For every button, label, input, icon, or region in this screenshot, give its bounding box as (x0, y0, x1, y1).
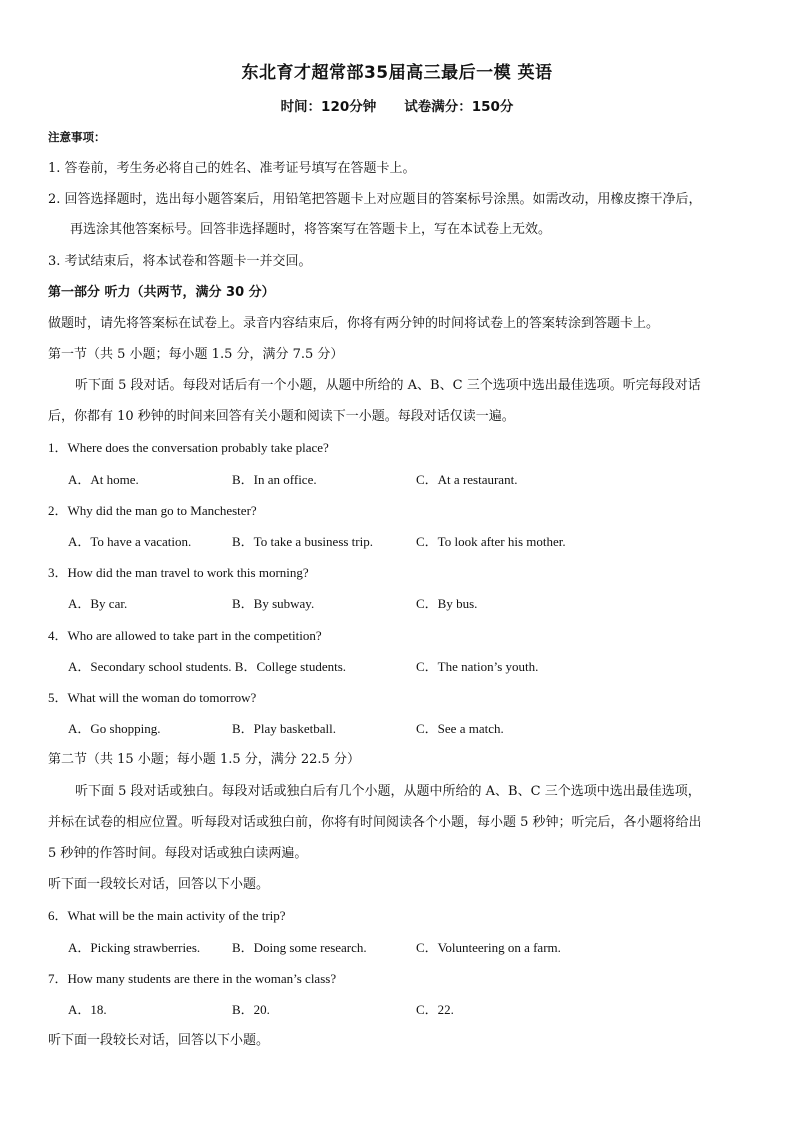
notice-heading: 注意事项： (48, 130, 106, 144)
q2-option-a: A．To have a vacation. (68, 534, 192, 549)
section2-para-line-3: 5 秒钟的作答时间。每段对话或独白读两遍。 (48, 846, 308, 861)
notice-item-3: 3. 考试结束后，将本试卷和答题卡一并交回。 (48, 254, 312, 269)
notice-item-1: 1. 答卷前，考生务必将自己的姓名、准考证号填写在答题卡上。 (48, 161, 416, 176)
q4-option-ab: A．Secondary school students. B．College students. (68, 659, 347, 674)
q3-option-b: B．By subway. (232, 596, 315, 611)
q5-option-c: C．See a match. (416, 721, 504, 736)
question-3: 3．How did the man travel to work this morning? (48, 565, 309, 580)
q1-option-b: B．In an office. (232, 472, 317, 487)
question-2: 2．Why did the man go to Manchester? (48, 503, 257, 518)
q3-option-c: C．By bus. (416, 596, 478, 611)
q4-option-c: C．The nation’s youth. (416, 659, 539, 674)
section2-heading: 第二节（共 15 小题；每小题 1.5 分，满分 22.5 分） (48, 752, 360, 767)
q2-option-c: C．To look after his mother. (416, 534, 566, 549)
q6-option-b: B．Doing some research. (232, 940, 367, 955)
q6-option-a: A．Picking strawberries. (68, 940, 201, 955)
section2-para-line-2: 并标在试卷的相应位置。听每段对话或独白前，你将有时间阅读各个小题，每小题 5 秒钟；听完后，各小题将给出 (48, 815, 702, 830)
section1-heading: 第一节（共 5 小题；每小题 1.5 分，满分 7.5 分） (48, 347, 344, 362)
q5-option-b: B．Play basketball. (232, 721, 336, 736)
part1-instruction: 做题时，请先将答案标在试卷上。录音内容结束后，你将有两分钟的时间将试卷上的答案转涂到答题卡上。 (48, 316, 660, 331)
section2-para-line-1: 听下面 5 段对话或独白。每段对话或独白后有几个小题，从题中所给的 A、B、C 三个选项中选出最佳选项， (75, 784, 701, 799)
question-4: 4．Who are allowed to take part in the competition? (48, 628, 322, 643)
exam-title: 东北育才超常部35届高三最后一模 英语 (241, 63, 553, 83)
q6-option-c: C．Volunteering on a farm. (416, 940, 561, 955)
q3-option-a: A．By car. (68, 596, 128, 611)
question-6: 6．What will be the main activity of the trip? (48, 908, 286, 923)
question-5: 5．What will the woman do tomorrow? (48, 690, 257, 705)
question-1: 1．Where does the conversation probably take place? (48, 440, 329, 455)
question-7: 7．How many students are there in the woman’s class? (48, 971, 337, 986)
q1-option-c: C．At a restaurant. (416, 472, 518, 487)
exam-score: 试卷满分：150分 (404, 99, 514, 115)
section2-lead-2: 听下面一段较长对话，回答以下小题。 (48, 1033, 270, 1048)
section1-para-line-1: 听下面 5 段对话。每段对话后有一个小题，从题中所给的 A、B、C 三个选项中选出最佳选项。听完每段对话 (75, 378, 701, 393)
section1-para-line-2: 后，你都有 10 秒钟的时间来回答有关小题和阅读下一小题。每段对话仅读一遍。 (48, 409, 515, 424)
exam-time: 时间：120分钟 (280, 99, 377, 115)
q7-option-c: C．22. (416, 1002, 454, 1017)
q7-option-a: A．18. (68, 1002, 107, 1017)
exam-subtitle (0, 95, 794, 115)
q5-option-a: A．Go shopping. (68, 721, 161, 736)
q2-option-b: B．To take a business trip. (232, 534, 373, 549)
notice-item-2-line-2: 再选涂其他答案标号。回答非选择题时，将答案写在答题卡上，写在本试卷上无效。 (70, 222, 552, 237)
notice-item-2-line-1: 2. 回答选择题时，选出每小题答案后，用铅笔把答题卡上对应题目的答案标号涂黑。如需改动，用橡皮擦干净后， (48, 192, 702, 207)
part1-heading: 第一部分 听力（共两节，满分 30 分） (48, 285, 275, 300)
section2-lead-1: 听下面一段较长对话，回答以下小题。 (48, 877, 270, 892)
q1-option-a: A．At home. (68, 472, 139, 487)
q7-option-b: B．20. (232, 1002, 270, 1017)
